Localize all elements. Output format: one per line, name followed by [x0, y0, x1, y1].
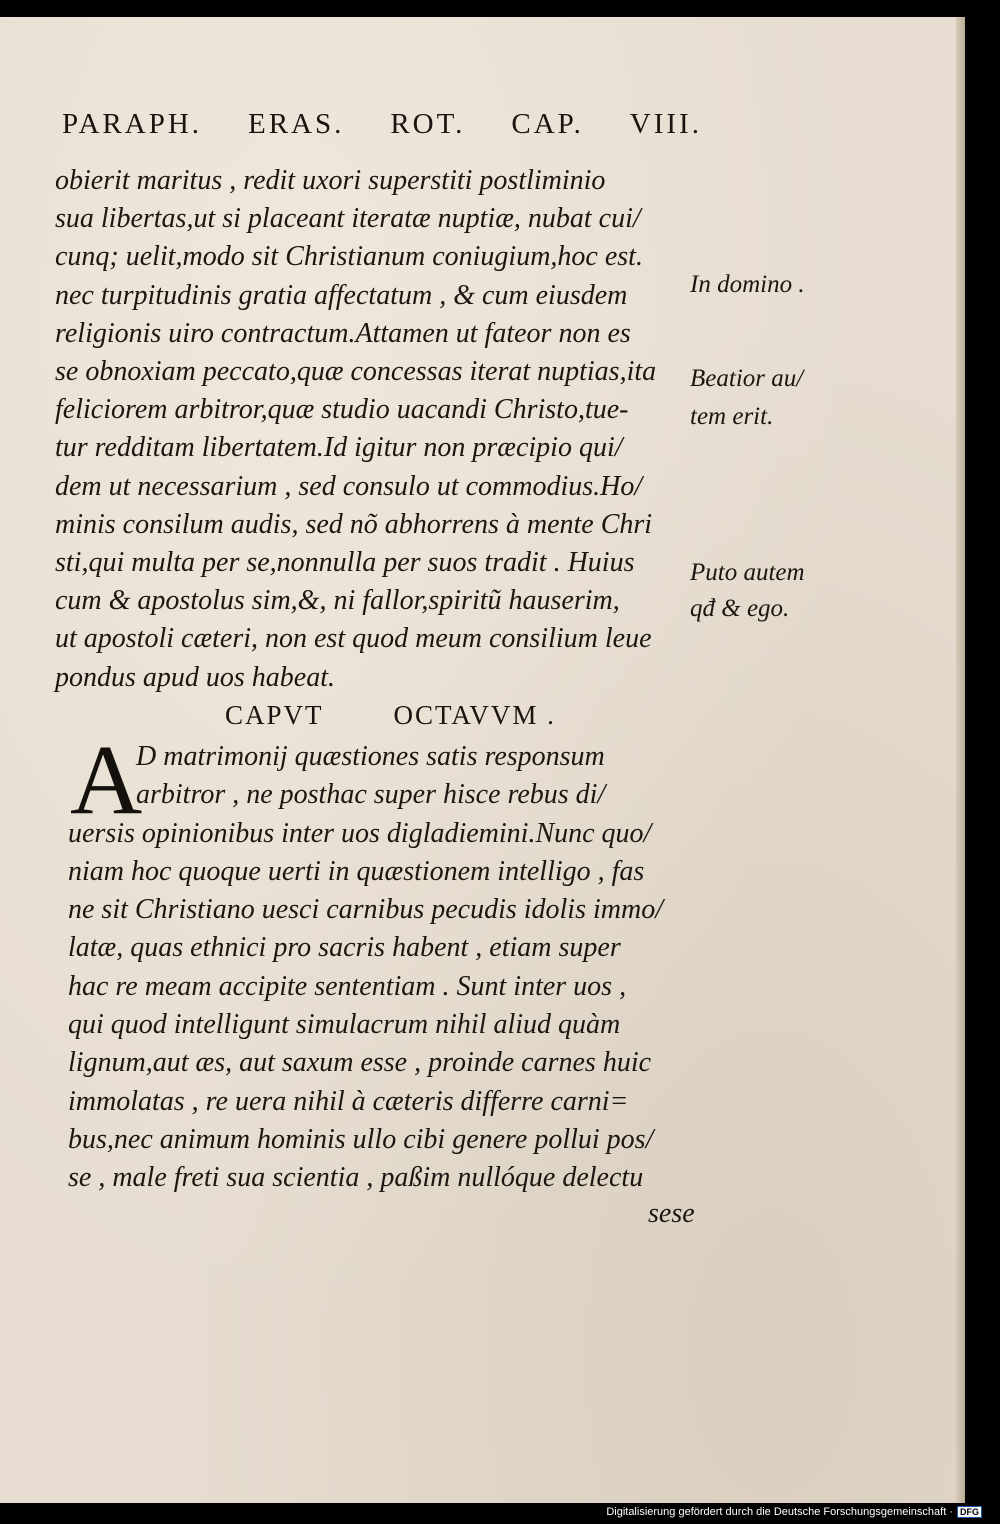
text-line: se , male freti sua scientia , paßim nullóque delectu	[68, 1162, 644, 1194]
text-line: ne sit Christiano uesci carnibus pecudis idolis immo/	[68, 894, 663, 926]
chapter-title-word: CAPVT	[225, 700, 324, 730]
text-line: niam hoc quoque uerti in quæstionem intelligo , fas	[68, 855, 645, 887]
chapter-title-word: OCTAVVM .	[393, 700, 556, 730]
chapter-text	[68, 738, 698, 1198]
text-line: immolatas , re uera nihil à cæteris differre carni=	[68, 1085, 629, 1117]
text-line: minis consilum audis, sed nõ abhorrens à mente Chri	[55, 508, 653, 540]
text-line: dem ut necessarium , sed consulo ut commodius.Ho/	[55, 470, 643, 502]
text-line: ut apostoli cæteri, non est quod meum consilium leue	[55, 623, 652, 655]
text-line: sua libertas,ut si placeant iteratæ nuptiæ, nubat cui/	[55, 203, 641, 235]
text-line: se obnoxiam peccato,quæ concessas iterat nuptias,ita	[55, 356, 657, 388]
running-header	[62, 108, 702, 141]
margin-note-line: qđ & ego.	[690, 595, 790, 622]
text-line: pondus apud uos habeat.	[55, 661, 335, 693]
text-line: lignum,aut æs, aut saxum esse , proinde carnes huic	[68, 1047, 652, 1079]
catchword: sese	[648, 1198, 695, 1229]
text-line: nec turpitudinis gratia affectatum , & cum eiusdem	[55, 279, 628, 311]
header-part: ROT.	[390, 108, 466, 140]
text-line: tur redditam libertatem.Id igitur non præcipio qui/	[55, 432, 623, 464]
text-line: feliciorem arbitror,quæ studio uacandi Christo,tue-	[55, 394, 629, 426]
dfg-logo-icon: DFG	[957, 1506, 982, 1518]
text-line: bus,nec animum hominis ullo cibi genere pollui pos/	[68, 1123, 654, 1155]
margin-note-line: Puto autem	[690, 559, 805, 586]
text-line: hac re meam accipite sententiam . Sunt inter uos ,	[68, 970, 627, 1002]
margin-note-line: Beatior au/	[690, 365, 804, 392]
margin-note-line: tem erit.	[690, 403, 774, 430]
footer-text: Digitalisierung gefördert durch die Deutsche Forschungsgemeinschaft ·	[606, 1506, 953, 1518]
chapter-title	[225, 700, 625, 731]
footer-credit	[606, 1506, 982, 1518]
margin-note-line: In domino .	[690, 271, 805, 298]
text-line: uersis opinionibus inter uos digladiemini.Nunc quo/	[68, 817, 652, 849]
drop-cap: A	[70, 724, 143, 835]
text-line: cunq; uelit,modo sit Christianum coniugium,hoc est.	[55, 241, 643, 273]
text-line: religionis uiro contractum.Attamen ut fateor non es	[55, 317, 631, 349]
body-text	[55, 162, 695, 697]
page-edge	[956, 17, 965, 1503]
text-line: arbitror , ne posthac super hisce rebus di/	[136, 779, 606, 811]
text-line: D matrimonij quæstiones satis responsum	[136, 741, 605, 772]
text-line: qui quod intelligunt simulacrum nihil aliud quàm	[68, 1009, 621, 1041]
header-part: ERAS.	[247, 108, 345, 140]
header-part: PARAPH.	[62, 108, 203, 140]
text-line: cum & apostolus sim,&, ni fallor,spiritũ hauserim,	[55, 585, 620, 617]
header-part: CAP.	[511, 108, 584, 140]
header-part: VIII.	[629, 108, 702, 140]
text-line: latæ, quas ethnici pro sacris habent , etiam super	[68, 932, 621, 964]
text-line: sti,qui multa per se,nonnulla per suos tradit . Huius	[55, 547, 635, 579]
text-line: obierit maritus , redit uxori superstiti postliminio	[55, 165, 606, 196]
